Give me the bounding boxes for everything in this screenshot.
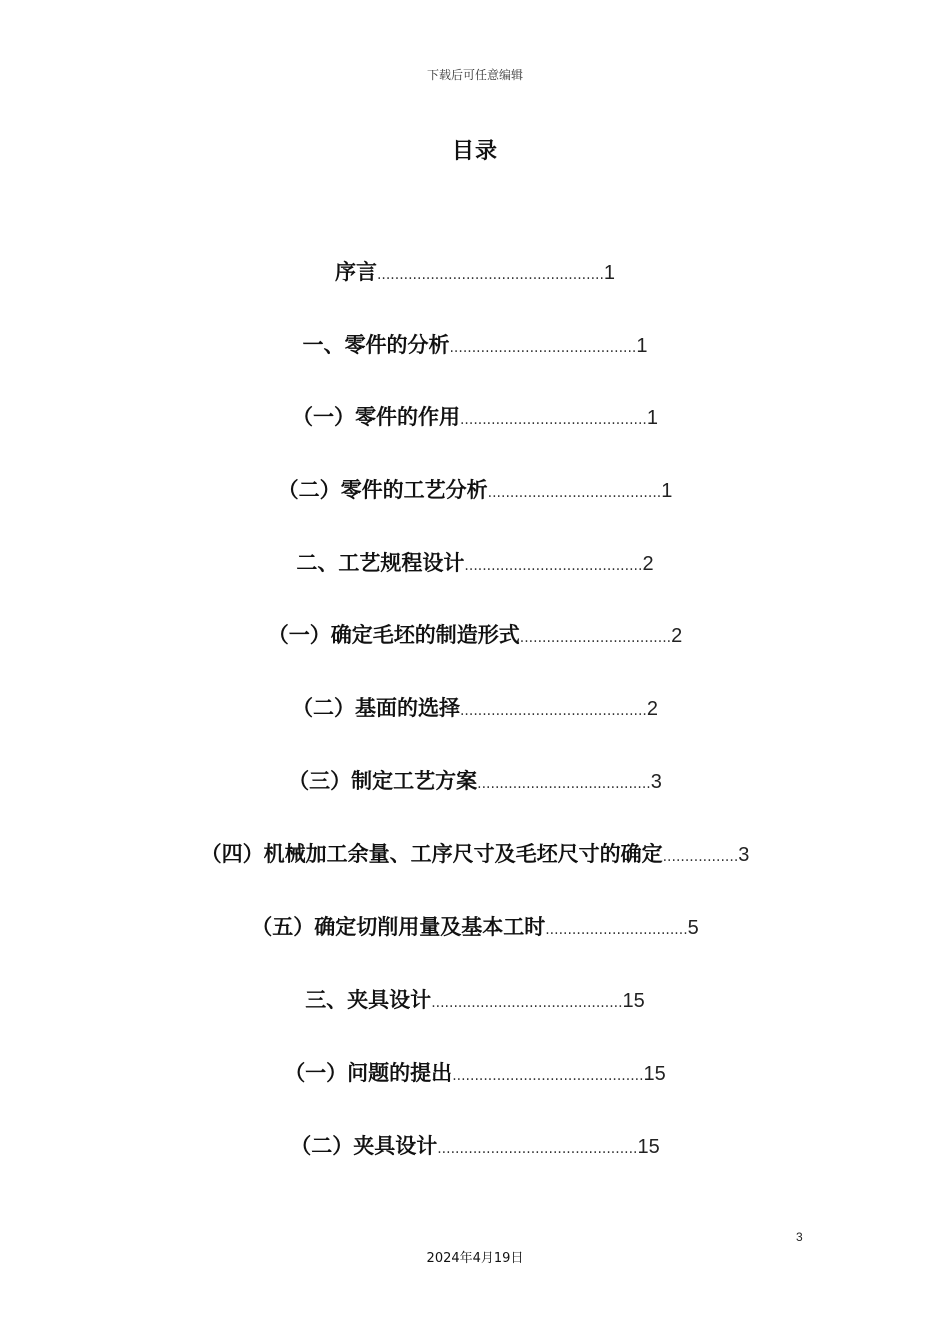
- toc-entry-leader: ..........................................: [459, 703, 647, 719]
- toc-entry-label: （二）夹具设计: [290, 1134, 438, 1158]
- toc-entry-leader: ........................................: [464, 558, 643, 574]
- toc-entry-page: 15: [643, 1063, 666, 1085]
- toc-entry[interactable]: [0, 1059, 950, 1090]
- toc-entry-label: 三、夹具设计: [305, 988, 432, 1012]
- toc-entry[interactable]: [0, 767, 950, 798]
- header-note: 下载后可任意编辑: [426, 68, 523, 82]
- toc-entry-page: 1: [603, 262, 616, 284]
- toc-entry-leader: ...........................................: [431, 995, 623, 1011]
- toc-entry[interactable]: [0, 694, 950, 725]
- toc-entry[interactable]: [0, 476, 950, 507]
- toc-title: 目录: [451, 139, 498, 164]
- toc-entry-leader: ..........................................: [459, 412, 647, 428]
- toc-entry[interactable]: [0, 1132, 950, 1163]
- toc-entry-label: 序言: [334, 260, 377, 284]
- toc-entry-label: 二、工艺规程设计: [296, 551, 465, 575]
- toc-entry-page: 1: [646, 407, 659, 429]
- toc-entry-page: 1: [636, 335, 648, 357]
- toc-entry[interactable]: [0, 913, 950, 944]
- toc-entry-leader: .......................................: [477, 776, 651, 792]
- toc-entry-label: （二）零件的工艺分析: [277, 478, 488, 502]
- toc-entry[interactable]: [0, 621, 950, 652]
- toc-entry-label: （一）问题的提出: [284, 1061, 453, 1085]
- toc-entry-leader: ..................................: [519, 630, 672, 646]
- toc-entry-page: 2: [671, 625, 683, 647]
- toc-entry-page: 3: [738, 844, 750, 866]
- toc-entry-leader: ...........................................: [452, 1068, 644, 1084]
- toc-entry-page: 15: [622, 990, 645, 1012]
- toc-entry-label: （四）机械加工余量、工序尺寸及毛坯尺寸的确定: [200, 842, 663, 866]
- toc-entry-leader: ...................................................: [376, 267, 604, 283]
- toc-entry-page: 1: [661, 480, 673, 502]
- toc-entry[interactable]: [0, 403, 950, 434]
- toc-entry[interactable]: [0, 258, 950, 289]
- toc-entry-leader: .................: [662, 849, 739, 865]
- toc-entry-label: 一、零件的分析: [302, 333, 450, 357]
- toc-entry-label: （二）基面的选择: [291, 696, 460, 720]
- toc-entry[interactable]: [0, 549, 950, 580]
- toc-entry-page: 2: [642, 553, 654, 575]
- toc-entry-label: （三）制定工艺方案: [288, 769, 478, 793]
- toc-entry-page: 15: [637, 1136, 660, 1158]
- toc-entry-leader: ..........................................: [449, 340, 637, 356]
- toc-entry-label: （一）零件的作用: [291, 405, 460, 429]
- page-number: 3: [796, 1230, 803, 1244]
- toc-entry-page: 5: [687, 917, 699, 939]
- toc-entry-label: （一）确定毛坯的制造形式: [267, 623, 520, 647]
- toc-entry[interactable]: [0, 840, 950, 871]
- toc-entry-page: 3: [650, 771, 662, 793]
- footer-date: 2024年4月19日: [426, 1251, 524, 1266]
- toc-entry-leader: .............................................: [437, 1141, 638, 1157]
- toc-entry-leader: .......................................: [487, 485, 662, 501]
- toc-entry-leader: ................................: [545, 922, 688, 938]
- toc-entry[interactable]: [0, 986, 950, 1017]
- toc-entry[interactable]: [0, 331, 950, 362]
- toc-entry-label: （五）确定切削用量及基本工时: [251, 915, 546, 939]
- toc-entry-page: 2: [646, 698, 659, 720]
